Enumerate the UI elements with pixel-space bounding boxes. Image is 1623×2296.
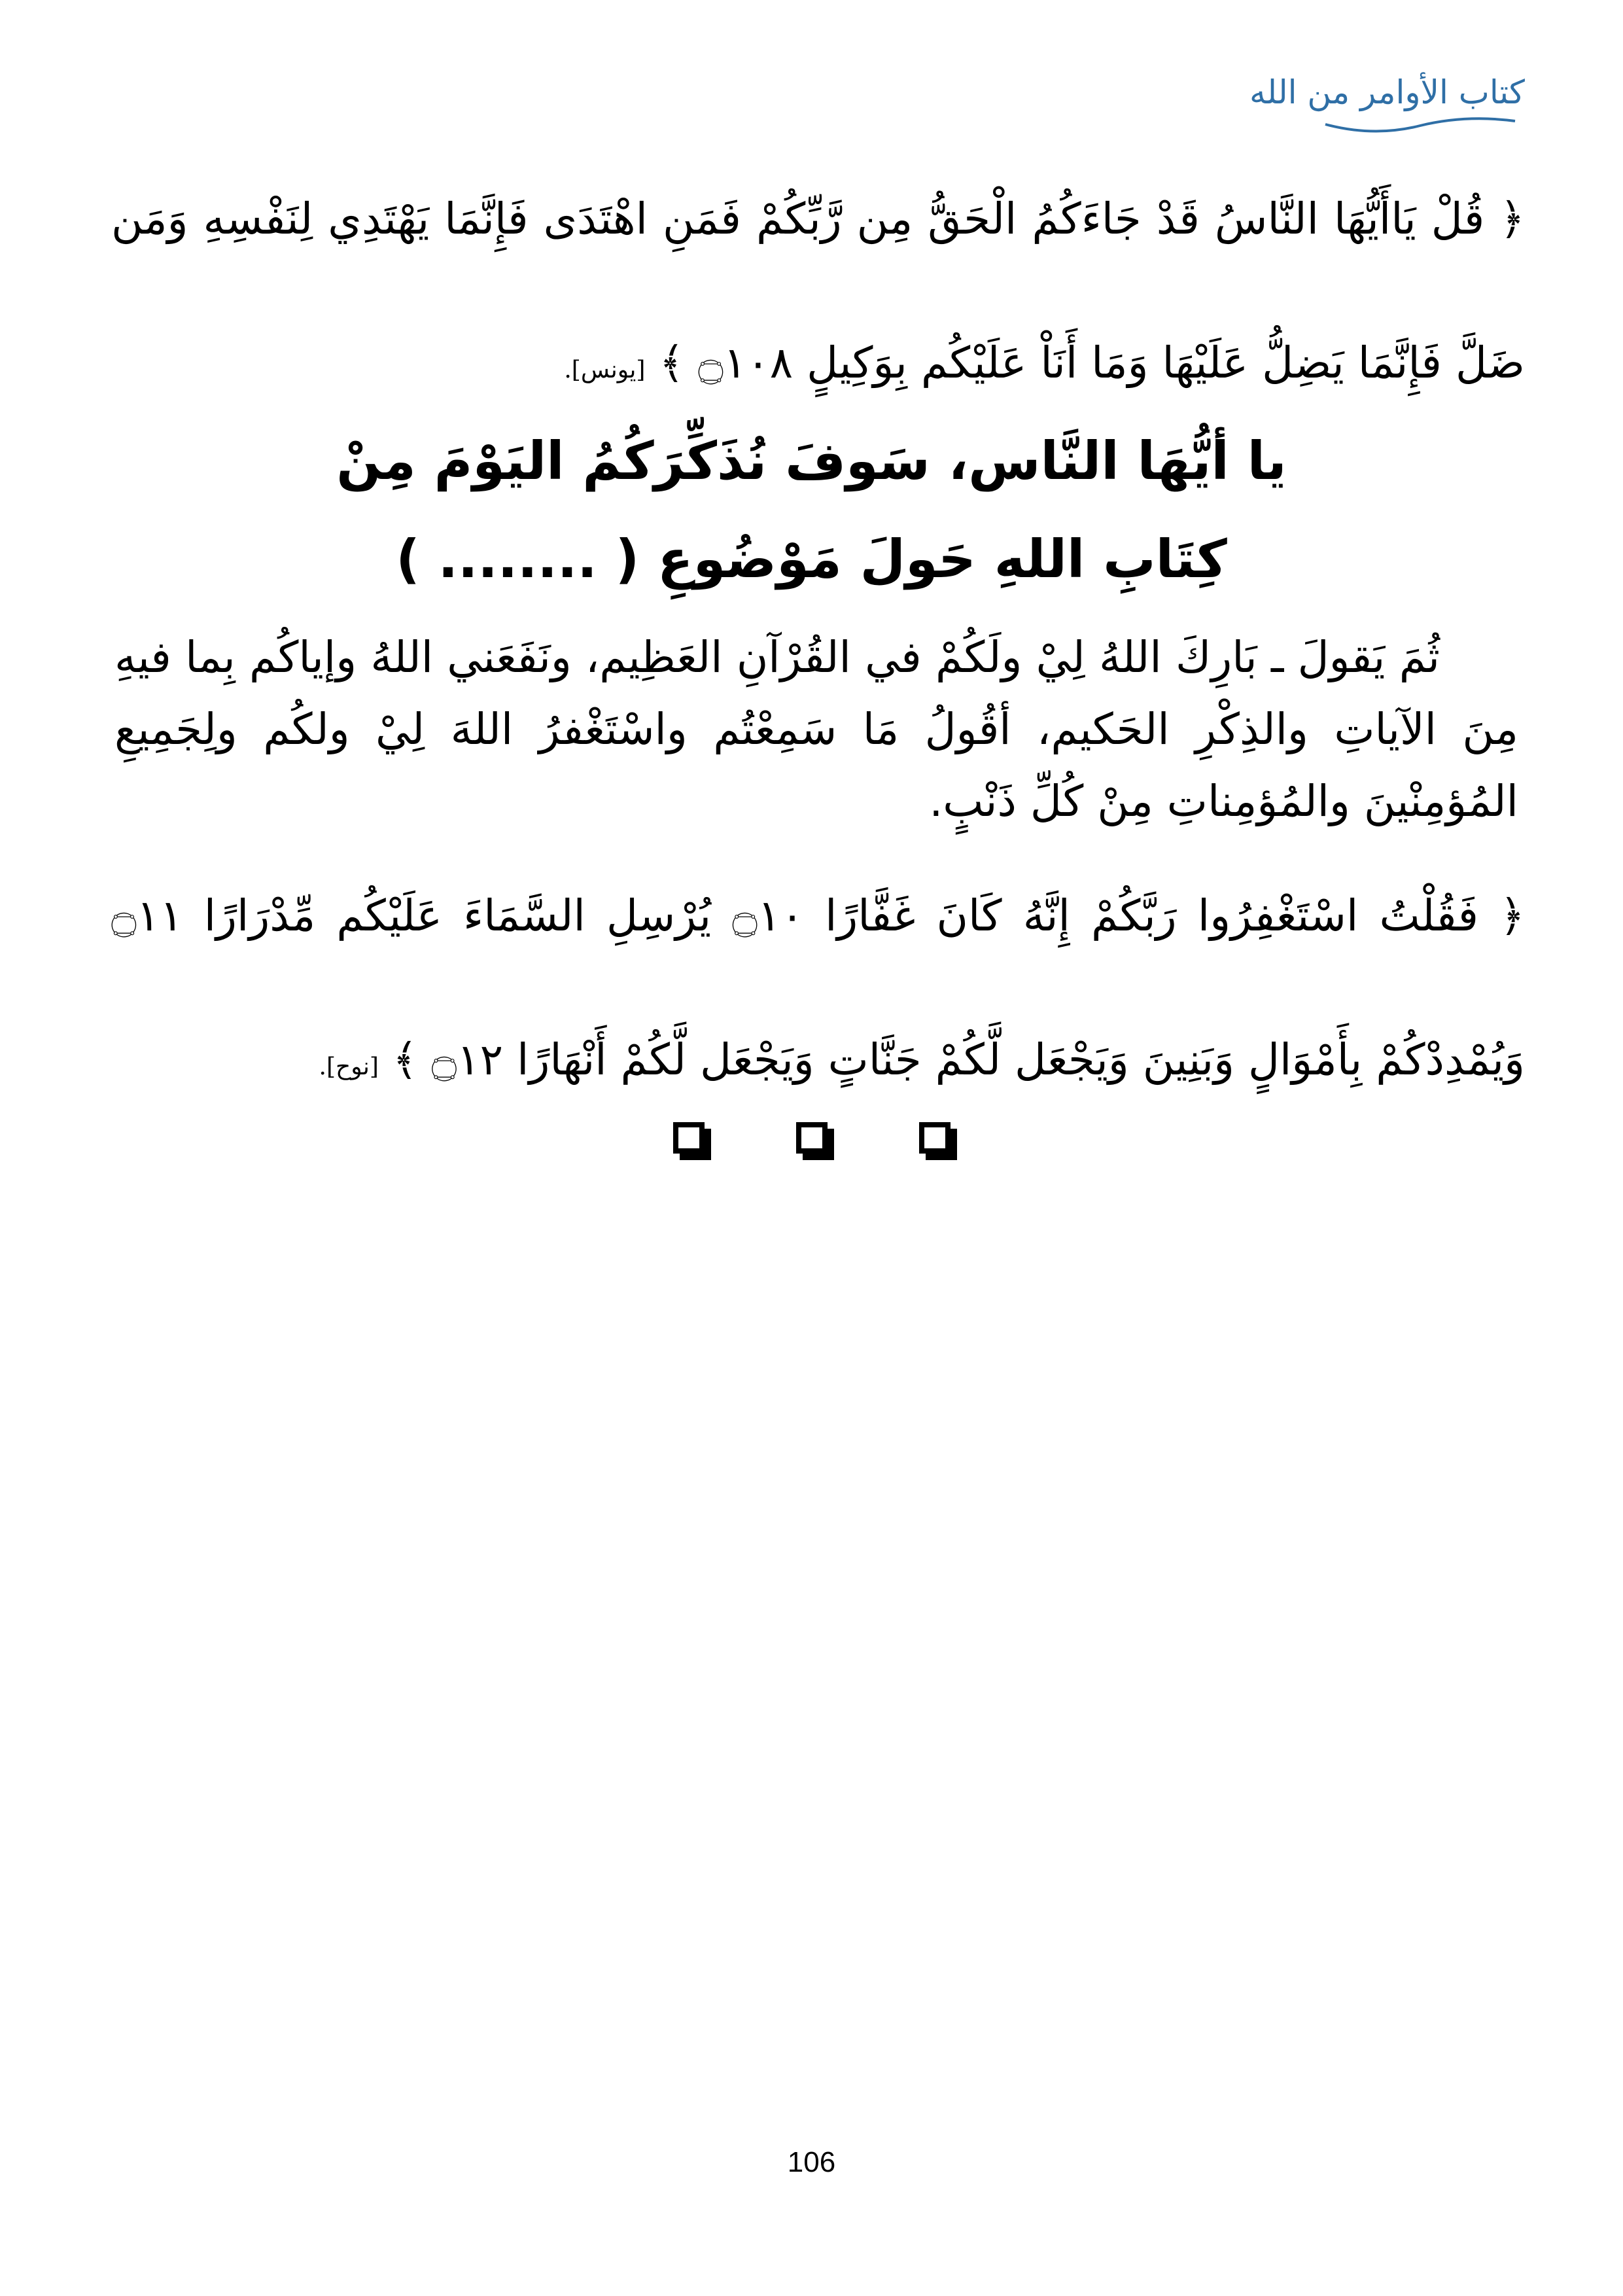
verse-close-ornament: ﴾ — [659, 338, 685, 388]
square-bullet-icon — [673, 1122, 705, 1154]
ayah-number-12: ۝١٢ — [431, 1034, 504, 1085]
surah-reference-yunus: [يونس]. — [564, 357, 646, 383]
square-bullet-icon — [796, 1122, 828, 1154]
quran-verse-nuh — [111, 844, 1525, 1139]
heading-line-1: يا أيُّهَا النَّاس، سَوفَ نُذَكِّرَكُمُ اليَوْمَ مِنْ — [336, 431, 1287, 491]
verse-segment-b: يُرْسِلِ السَّمَاءَ عَلَيْكُم مِّدْرَارًا — [203, 891, 712, 941]
verse-segment-a: فَقُلْتُ اسْتَغْفِرُوا رَبَّكُمْ إِنَّهُ كَانَ غَفَّارًا — [825, 891, 1479, 941]
verse-open-ornament: ﴿ — [1499, 194, 1525, 244]
ayah-number-10: ۝١٠ — [732, 891, 804, 941]
supplication-text: ثُمَ يَقولَ ـ بَارِكَ اللهُ لِيْ ولَكُمْ في القُرْآنِ العَظِيم، ونَفَعَني اللهُ وإياكُم بِما فيهِ مِنَ الآياتِ والذِكْرِ الحَكيم، أقُولُ مَا سَمِعْتُم واسْتَغْفرُ اللهَ لِيْ ولكُم ولِجَمِيعِ المُؤمِنْينَ والمُؤمِناتِ مِنْ كُلِّ ذَنْبٍ. — [114, 632, 1518, 826]
verse-line-1: قُلْ يَاأَيُّهَا النَّاسُ قَدْ جَاءَكُمُ الْحَقُّ مِن رَّبِّكُمْ فَمَنِ اهْتَدَى فَإِنَّمَا يَهْتَدِي لِنَفْسِهِ وَمَن ضَلَّ فَإِنَّمَا يَضِلُّ — [111, 194, 1525, 388]
verse-line-2: عَلَيْهَا وَمَا أَنَاْ عَلَيْكُم بِوَكِيلٍ — [807, 338, 1249, 388]
heading-line-2: كِتَابِ اللهِ حَولَ مَوْضُوعِ ( ........ ) — [396, 529, 1227, 590]
ayah-number-108: ۝١٠٨ — [698, 338, 794, 388]
square-bullet-icon — [919, 1122, 951, 1154]
verse-close-ornament: ﴾ — [392, 1034, 418, 1085]
verse-segment-c: وَيُمْدِدْكُمْ بِأَمْوَالٍ وَبَنِينَ — [1142, 1034, 1525, 1085]
surah-reference-nuh: [نوح]. — [319, 1053, 379, 1080]
ayah-number-11: ۝١١ — [111, 891, 183, 941]
section-divider-bullets — [0, 1122, 1623, 1154]
closing-supplication-paragraph — [114, 622, 1518, 838]
book-title-swash — [1322, 98, 1518, 137]
verse-segment-d: وَيَجْعَل لَّكُمْ جَنَّاتٍ وَيَجْعَل لَّكُمْ أَنْهَارًا — [517, 1034, 1129, 1085]
page-number: 106 — [787, 2146, 836, 2178]
book-title-logo: كتاب الأوامر من الله — [1249, 73, 1525, 111]
verse-open-ornament: ﴿ — [1499, 891, 1525, 941]
quran-verse-yunus — [111, 147, 1525, 442]
